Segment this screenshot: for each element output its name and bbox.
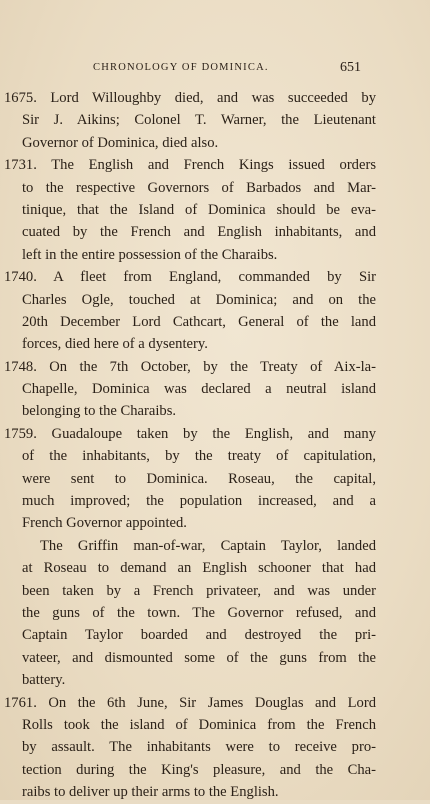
text-line: 1740. A fleet from England, commanded by Sir bbox=[4, 269, 376, 286]
entry-1761 bbox=[4, 692, 376, 804]
text-line: were sent to Dominica. Roseau, the capital, bbox=[22, 470, 376, 487]
running-head bbox=[0, 60, 430, 80]
text-line: been taken by a French privateer, and was under bbox=[22, 582, 376, 599]
text-line: French Governor appointed. bbox=[22, 515, 187, 532]
chronology-text bbox=[4, 87, 376, 804]
text-line: tinique, that the Island of Dominica should be eva- bbox=[22, 201, 376, 218]
page-number: 651 bbox=[340, 60, 361, 75]
text-line: belonging to the Charaibs. bbox=[22, 403, 177, 420]
text-line: 1675. Lord Willoughby died, and was succeeded by bbox=[4, 90, 376, 106]
entry-griffin bbox=[4, 535, 376, 692]
text-line: The Griffin man-of-war, Captain Taylor, landed bbox=[40, 537, 376, 554]
text-line: Rolls took the island of Dominica from the French bbox=[22, 716, 376, 733]
text-line: Captain Taylor boarded and destroyed the pri- bbox=[22, 627, 376, 644]
text-line: the guns of the town. The Governor refused, and bbox=[22, 604, 376, 621]
entry-1748 bbox=[4, 356, 376, 423]
text-line: to the respective Governors of Barbados and Mar- bbox=[22, 179, 376, 196]
text-line: vateer, and dismounted some of the guns from the bbox=[22, 649, 376, 666]
entry-1740 bbox=[4, 266, 376, 356]
text-line: forces, died here of a dysentery. bbox=[22, 336, 208, 353]
text-line: cuated by the French and English inhabitants, and bbox=[22, 224, 376, 241]
text-line: at Roseau to demand an English schooner that had bbox=[22, 560, 376, 577]
entry-1675 bbox=[4, 87, 376, 154]
text-line: 1731. The English and French Kings issued orders bbox=[4, 157, 376, 174]
entry-1759 bbox=[4, 423, 376, 535]
text-line: Governor of Dominica, died also. bbox=[22, 134, 219, 151]
text-line: Charles Ogle, touched at Dominica; and on the bbox=[22, 291, 376, 308]
text-line: by assault. The inhabitants were to receive pro- bbox=[22, 739, 376, 756]
text-line: 1761. On the 6th June, Sir James Douglas and Lord bbox=[4, 694, 376, 711]
text-line: raibs to deliver up their arms to the English. bbox=[22, 784, 279, 801]
text-line: left in the entire possession of the Charaibs. bbox=[22, 246, 278, 263]
text-line: 1748. On the 7th October, by the Treaty of Aix-la- bbox=[4, 358, 376, 375]
text-line: much improved; the population increased, and a bbox=[22, 493, 376, 510]
running-title: CHRONOLOGY OF DOMINICA. bbox=[93, 62, 269, 73]
text-line: tection during the King's pleasure, and the Cha- bbox=[22, 761, 376, 778]
text-line: Sir J. Aikins; Colonel T. Warner, the Lieutenant bbox=[22, 112, 376, 129]
text-line: battery. bbox=[22, 672, 66, 689]
entry-1731 bbox=[4, 154, 376, 266]
text-line: 20th December Lord Cathcart, General of the land bbox=[22, 313, 376, 330]
text-line: Chapelle, Dominica was declared a neutral island bbox=[22, 381, 376, 398]
text-line: 1759. Guadaloupe taken by the English, and many bbox=[4, 425, 376, 442]
text-line: of the inhabitants, by the treaty of capitulation, bbox=[22, 448, 376, 465]
